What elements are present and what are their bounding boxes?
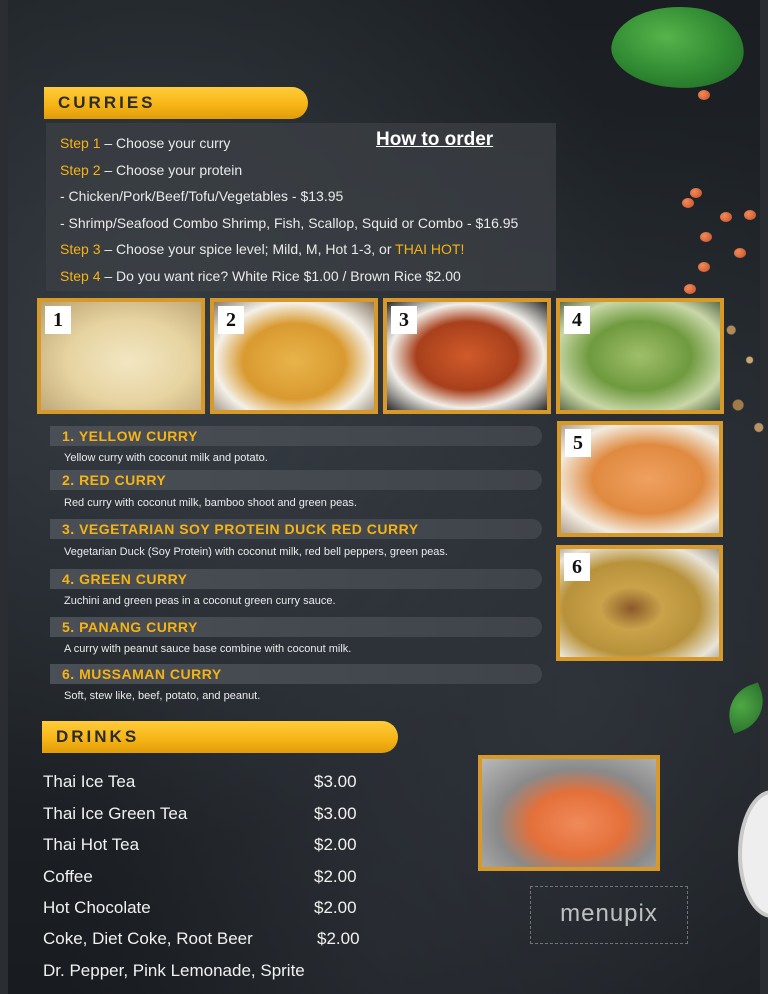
curry-description: Red curry with coconut milk, bamboo shoot and green peas. [64, 497, 357, 509]
step-label: Step 3 [60, 241, 101, 257]
step-text: – Choose your protein [100, 162, 243, 178]
curry-item-bar [50, 617, 542, 637]
photo-number: 1 [45, 306, 71, 334]
step-label: Step 4 [60, 268, 101, 284]
how-to-order-box [46, 123, 556, 291]
red-curry-photo [210, 298, 378, 414]
step-label: Step 2 [60, 162, 101, 178]
drink-name: Coffee [43, 867, 93, 886]
drink-price: $3.00 [314, 772, 357, 791]
order-step [60, 215, 518, 231]
soy-duck-curry-photo [383, 298, 551, 414]
lentil-image [690, 188, 702, 198]
drink-price: $2.00 [314, 867, 357, 886]
drink-name: Thai Ice Green Tea [43, 804, 188, 823]
order-step [60, 135, 230, 151]
lentil-image [720, 212, 732, 222]
curry-item-bar [50, 426, 542, 446]
curry-title: 2. RED CURRY [62, 472, 167, 488]
photo-number: 6 [564, 553, 590, 581]
drink-name: Thai Hot Tea [43, 835, 140, 854]
drink-name: Coke, Diet Coke, Root Beer [43, 929, 253, 948]
photo-number: 4 [564, 306, 590, 334]
lentil-image [744, 210, 756, 220]
bowl-image [738, 790, 768, 918]
curry-description: Zuchini and green peas in a coconut green curry sauce. [64, 595, 336, 607]
drink-price: $3.00 [314, 804, 357, 823]
curry-title: 3. VEGETARIAN SOY PROTEIN DUCK RED CURRY [62, 521, 419, 537]
thai-tea-photo [478, 755, 660, 871]
order-step [60, 162, 242, 178]
photo-number: 2 [218, 306, 244, 334]
drinks-header: DRINKS [42, 721, 398, 753]
lentil-image [734, 248, 746, 258]
left-edge [0, 0, 8, 994]
curry-item-bar [50, 519, 542, 539]
menupix-watermark: menupix [530, 886, 688, 944]
drink-price: $2.00 [314, 835, 357, 854]
curry-title: 4. GREEN CURRY [62, 571, 188, 587]
drink-name: Thai Ice Tea [43, 772, 136, 791]
panang-curry-photo [557, 421, 723, 537]
green-curry-photo [556, 298, 724, 414]
curry-title: 1. YELLOW CURRY [62, 428, 198, 444]
drink-name: Dr. Pepper, Pink Lemonade, Sprite [43, 961, 305, 980]
lentil-image [698, 262, 710, 272]
yellow-curry-photo [37, 298, 205, 414]
curry-title: 6. MUSSAMAN CURRY [62, 666, 222, 682]
curry-description: Vegetarian Duck (Soy Protein) with coconut milk, red bell peppers, green peas. [64, 546, 448, 558]
curry-item-bar [50, 569, 542, 589]
drink-price: $2.00 [314, 898, 357, 917]
curry-title: 5. PANANG CURRY [62, 619, 198, 635]
drink-price: $2.00 [317, 929, 360, 948]
order-step [60, 268, 461, 284]
how-to-order-title: How to order [376, 129, 494, 150]
curry-item-bar [50, 664, 542, 684]
step-text: – Choose your spice level; Mild, M, Hot 1-3, or [100, 241, 396, 257]
order-step [60, 241, 464, 257]
mussaman-curry-photo [556, 545, 723, 661]
drink-name: Hot Chocolate [43, 898, 151, 917]
photo-number: 5 [565, 429, 591, 457]
lentil-image [698, 90, 710, 100]
photo-number: 3 [391, 306, 417, 334]
lentil-image [682, 198, 694, 208]
curry-description: A curry with peanut sauce base combine with coconut milk. [64, 643, 352, 655]
thai-hot-label: THAI HOT! [395, 241, 465, 257]
step-text: – Choose your curry [100, 135, 231, 151]
lentil-image [700, 232, 712, 242]
peanut-crumbs-image [722, 300, 768, 450]
basil-leaf-image [607, 0, 749, 97]
order-step [60, 188, 343, 204]
step-text: - Shrimp/Seafood Combo Shrimp, Fish, Scallop, Squid or Combo - $16.95 [60, 215, 519, 231]
curry-description: Soft, stew like, beef, potato, and peanut. [64, 690, 261, 702]
curry-item-bar [50, 470, 542, 490]
lentil-image [684, 284, 696, 294]
step-text: – Do you want rice? White Rice $1.00 / Brown Rice $2.00 [100, 268, 461, 284]
step-label: Step 1 [60, 135, 101, 151]
curry-description: Yellow curry with coconut milk and potato. [64, 452, 268, 464]
curries-header: CURRIES [44, 87, 308, 119]
step-text: - Chicken/Pork/Beef/Tofu/Vegetables - $13.95 [60, 188, 344, 204]
